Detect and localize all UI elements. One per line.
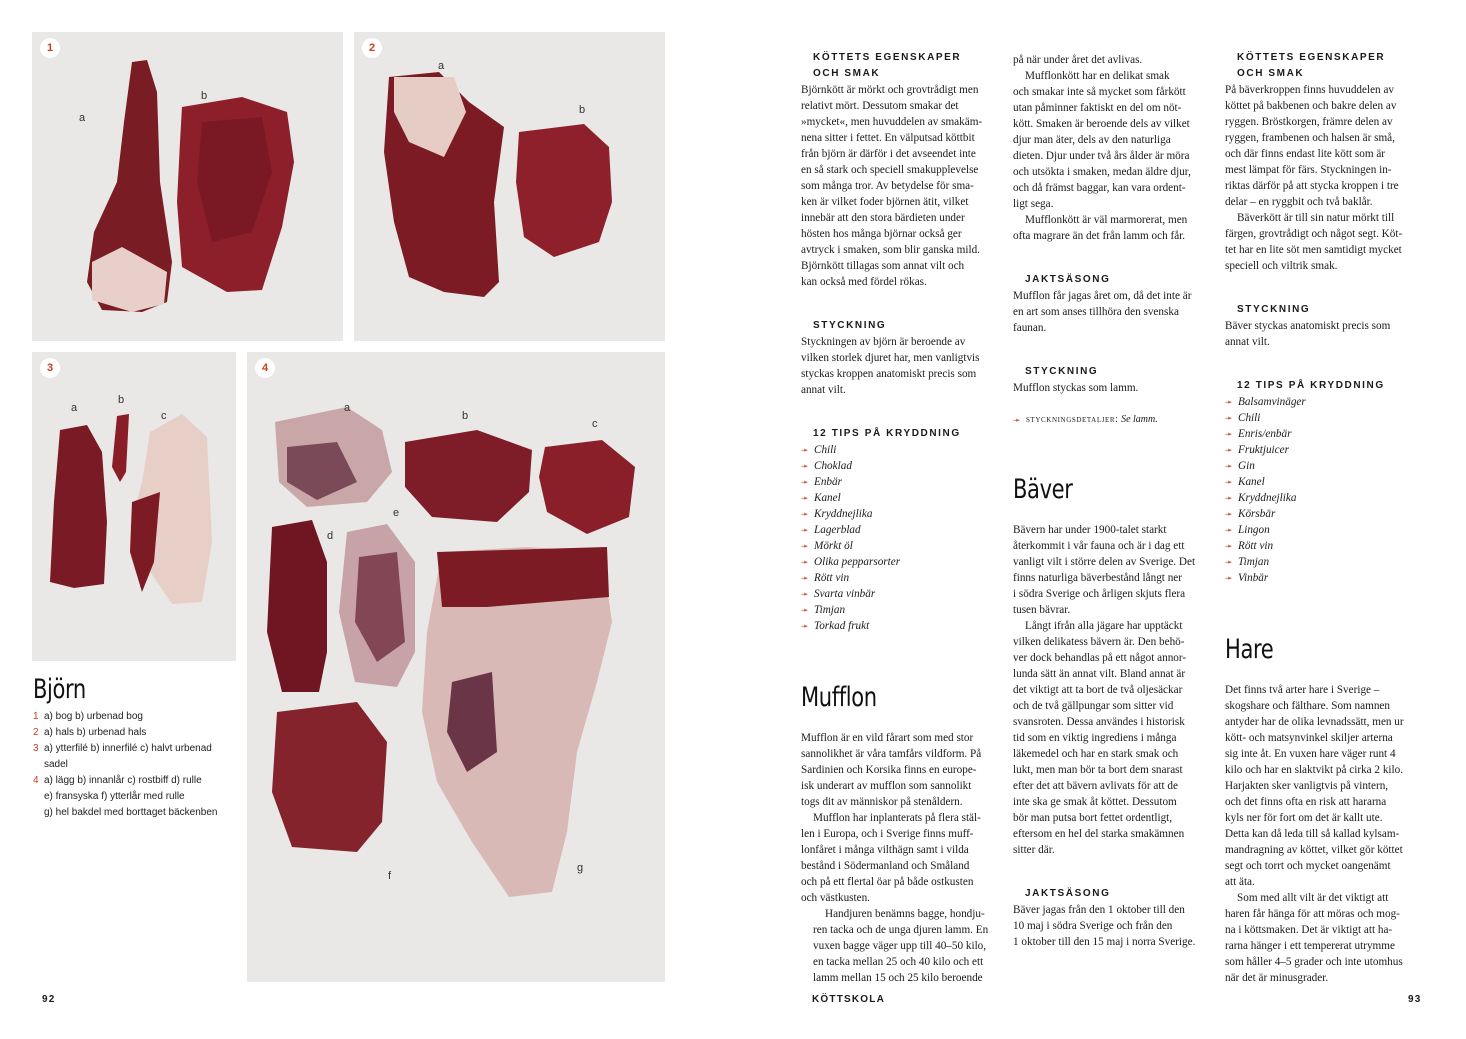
running-footer: KÖTTSKOLA [812, 994, 886, 1005]
tip-item: ➛ Vinbär [1225, 572, 1269, 584]
arrow-icon: ➛ [1225, 445, 1233, 455]
tip-item: ➛ Körsbär [1225, 508, 1276, 520]
cross-reference: ➛ styckningsdetaljer: Se lamm. [1013, 412, 1213, 428]
paragraph: Handjuren benämns bagge, hondju- ren tacka och de unga djuren lamm. En vuxen bagge väger upp till 40–50 kilo, en tacka mellan 25 och 40 kilo och ett lamm mellan 15 och 25 kilo beroende [813, 908, 989, 984]
photo-label: f [388, 870, 392, 882]
photo-number: 3 [40, 358, 60, 378]
photo-legend [33, 709, 238, 821]
photo-label: a [79, 112, 86, 124]
heading-styckning: STYCKNING [813, 320, 887, 331]
arrow-icon: ➛ [801, 493, 809, 503]
paragraph: På bäverkroppen finns huvuddelen av köttet på bakbenen och bakre delen av ryggen. Bröstkorgen, främre delen av ryggen, frambenen och halsen är små, och där finns endast lite kött som är mest lämpat för färs. Styckningen in- riktas därför på att stycka kroppen i tre delar – en ryggbit och två baklår. [1225, 84, 1399, 208]
legend-item: sadel [44, 759, 68, 770]
photo-label: b [579, 104, 586, 116]
legend-item: g) hel bakdel med borttaget bäckenben [44, 807, 218, 818]
legend-item: 4 a) lägg b) innanlår c) rostbiff d) rulle [33, 775, 202, 786]
paragraph: Mufflon får jagas året om, då det inte är en art som anses tillhöra den svenska faunan. [1013, 290, 1192, 334]
photo-label: c [161, 410, 167, 422]
section-title-baver: Bäver [1013, 474, 1073, 505]
tip-item: ➛ Svarta vinbär [801, 588, 876, 600]
photo-3 [32, 352, 236, 661]
photo-label: b [118, 394, 125, 406]
arrow-icon: ➛ [1013, 415, 1021, 425]
heading-och-smak: OCH SMAK [1237, 68, 1305, 79]
arrow-icon: ➛ [801, 477, 809, 487]
arrow-icon: ➛ [1225, 525, 1233, 535]
tip-item: ➛ Timjan [1225, 556, 1270, 568]
paragraph: Mufflon styckas som lamm. [1013, 382, 1139, 394]
arrow-icon: ➛ [1225, 573, 1233, 583]
paragraph: Långt ifrån alla jägare har upptäckt vilken delikatess bävern är. Den behö- ver dock behandlas på ett något annor- lunda sätt än annat vilt. Bland annat är det viktigt att ta bort de två oljesäckar och de två gällpungar som sitter vid svansroten. Dessa användes i historisk tid som en viktig ingrediens i många läkemedel och har en stark smak och lukt, men man bör ta bort dem snarast efter det att bävern avlivats för att de inte ska ge smak åt köttet. Dessutom bör man putsa bort fettet ordentligt, eftersom en hel del starka smakämnen sitter där. [1013, 620, 1187, 856]
tip-item: ➛ Enris/enbär [1225, 428, 1292, 440]
photo-4 [247, 352, 665, 982]
paragraph: Som med allt vilt är det viktigt att haren får hänga för att möras och mog- na i köttsmaken. Det är viktigt att ha- rarna hänger i ett tempererat utrymme som håller 4–5 grader och inte utomhus när det är minusgrader. [1225, 892, 1403, 984]
page-number-right: 93 [1408, 994, 1422, 1005]
paragraph: Bävern har under 1900-talet starkt återkommit i vår fauna och är i dag ett vanligt vilt i större delen av Sverige. Det finns naturliga bäverbestånd långt ner i södra Sverige och årligen skjuts flera tusen bävrar. [1013, 524, 1196, 616]
meat-illustration [32, 352, 236, 661]
photo-label: b [462, 410, 469, 422]
arrow-icon: ➛ [1225, 493, 1233, 503]
baver-section [1013, 474, 1213, 950]
tip-item: ➛ Choklad [801, 460, 852, 472]
legend-item: 3 a) ytterfilé b) innerfilé c) halvt urbenad [33, 743, 212, 754]
arrow-icon: ➛ [801, 509, 809, 519]
arrow-icon: ➛ [801, 605, 809, 615]
tip-item: ➛ Chili [801, 444, 837, 456]
meat-illustration [32, 32, 343, 341]
tip-item: ➛ Timjan [801, 604, 846, 616]
heading-jaktsasong: JAKTSÄSONG [1025, 274, 1111, 285]
section-title-bjorn: Björn [33, 674, 86, 705]
legend-item: 2 a) hals b) urbenad hals [33, 727, 147, 738]
arrow-icon: ➛ [801, 525, 809, 535]
arrow-icon: ➛ [801, 621, 809, 631]
photo-label: g [577, 862, 584, 874]
photo-label: a [344, 402, 351, 414]
tip-item: ➛ Lingon [1225, 524, 1270, 536]
paragraph: Mufflon har inplanterats på flera stäl- len i Europa, och i Sverige finns muff- lonfåret i många vilthägn samt i vilda bestånd i Södermanland och Småland och på ett flertal öar på både ostkusten och västkusten. [801, 812, 981, 904]
photo-number: 4 [255, 358, 275, 378]
photo-1 [32, 32, 343, 341]
paragraph: Mufflon är en vild fårart som med stor sannolikhet är våra tamfårs vildform. På Sardinien och Korsika finns en europe- isk underart av mufflon som sannolikt togs dit av människor på stenåldern. [801, 732, 982, 808]
heading-styckning: STYCKNING [1025, 366, 1099, 377]
page-number-left: 92 [42, 994, 56, 1005]
paragraph: på när under året det avlivas. [1013, 54, 1143, 66]
tip-item: ➛ Balsamvinäger [1225, 396, 1306, 408]
arrow-icon: ➛ [801, 461, 809, 471]
arrow-icon: ➛ [1225, 461, 1233, 471]
paragraph: Styckningen av björn är beroende av vilken storlek djuret har, men vanligtvis styckas kroppen anatomiskt precis som annat vilt. [801, 336, 980, 396]
heading-tips: 12 TIPS PÅ KRYDDNING [813, 428, 961, 439]
legend-item: e) fransyska f) ytterlår med rulle [44, 791, 185, 802]
tips-list [1225, 394, 1430, 586]
arrow-icon: ➛ [1225, 429, 1233, 439]
paragraph: Bäverkött är till sin natur mörkt till färgen, grovtrådigt och något segt. Köt- tet har en lite söt men samtidigt mycket speciell och viltrik smak. [1225, 212, 1403, 272]
photo-label: a [71, 402, 78, 414]
text-column-2 [1013, 52, 1213, 428]
tip-item: ➛ Mörkt öl [801, 540, 853, 552]
tip-item: ➛ Olika pepparsorter [801, 556, 901, 568]
legend-item: 1 a) bog b) urbenad bog [33, 711, 143, 722]
arrow-icon: ➛ [801, 445, 809, 455]
hare-section [1225, 634, 1430, 986]
tip-item: ➛ Kryddnejlika [801, 508, 873, 520]
paragraph: Björnkött är mörkt och grovtrådigt men relativt mört. Dessutom smakar det »mycket«, men huvuddelen av smakäm- nena sitter i fettet. En välputsad köttbit från björn är därför i det avseendet inte en så stark och speciell smakupplevelse som många tror. Av betydelse för smа- ken är vilket foder björnen ätit, vilket innebär att den stora bärdieten under hösten hos många björnar också ger avtryck i smaken, som blir ganska mild. Björnkött tillagas som annat vilt och kan också med fördel rökas. [801, 84, 983, 288]
heading-och-smak: OCH SMAK [813, 68, 881, 79]
tip-item: ➛ Lagerblad [801, 524, 861, 536]
arrow-icon: ➛ [1225, 541, 1233, 551]
mufflon-section [801, 682, 1001, 986]
photo-number: 1 [40, 38, 60, 58]
paragraph: Det finns två arter hare i Sverige – skogshare och fälthare. Som namnen antyder har de olika levnadssätt, men ur kött- och matsynvinkel skiljer arterna sig inte åt. En vuxen hare väger runt 4 kilo och har en slaktvikt på cirka 2 kilo. Harjakten sker vanligtvis på vintern, och det finns ofta en risk att hararna kyls ner för fort om det är kallt ute. Detta kan då leda till så kallad kylsam- mandragning av köttet, vilket gör köttet segt och torrt och mycket oangenämt att äta. [1225, 684, 1404, 888]
section-title-hare: Hare [1225, 634, 1274, 665]
tip-item: ➛ Kryddnejlika [1225, 492, 1297, 504]
tip-item: ➛ Kanel [801, 492, 841, 504]
text-column-1 [801, 50, 1001, 634]
heading-kottets-egenskaper: KÖTTETS EGENSKAPER [1237, 52, 1386, 63]
photo-label: b [201, 90, 208, 102]
photo-label: d [327, 530, 334, 542]
arrow-icon: ➛ [1225, 509, 1233, 519]
tip-item: ➛ Kanel [1225, 476, 1265, 488]
tip-item: ➛ Gin [1225, 460, 1255, 472]
arrow-icon: ➛ [801, 589, 809, 599]
arrow-icon: ➛ [801, 557, 809, 567]
arrow-icon: ➛ [801, 573, 809, 583]
photo-number: 2 [362, 38, 382, 58]
paragraph: Mufflonkött har en delikat smak och smakar inte så mycket som fårkött utan påminner faktiskt en del om nöt- kött. Smaken är beroende dels av vilket djur man äter, dels av den naturliga dieten. Djur under två års ålder är möra och utsökta i smaken, medan äldre djur, och då främst baggar, kan vara ordent- ligt sega. [1013, 70, 1191, 210]
tip-item: ➛ Rött vin [1225, 540, 1274, 552]
tip-item: ➛ Rött vin [801, 572, 850, 584]
heading-kottets-egenskaper: KÖTTETS EGENSKAPER [813, 52, 962, 63]
heading-jaktsasong: JAKTSÄSONG [1025, 888, 1111, 899]
paragraph: Mufflonkött är väl marmorerat, men ofta magrare än det från lamm och får. [1013, 214, 1188, 242]
section-title-mufflon: Mufflon [801, 682, 877, 713]
tip-item: ➛ Torkad frukt [801, 620, 870, 632]
photo-2 [354, 32, 665, 341]
tips-list [801, 442, 1001, 634]
paragraph: Bäver jagas från den 1 oktober till den 10 maj i södra Sverige och från den 1 oktober till den 15 maj i norra Sverige. [1013, 904, 1196, 948]
tip-item: ➛ Chili [1225, 412, 1261, 424]
text-column-3 [1225, 50, 1430, 586]
tip-item: ➛ Enbär [801, 476, 842, 488]
photo-label: a [438, 60, 445, 72]
arrow-icon: ➛ [801, 541, 809, 551]
arrow-icon: ➛ [1225, 557, 1233, 567]
heading-styckning: STYCKNING [1237, 304, 1311, 315]
heading-tips: 12 TIPS PÅ KRYDDNING [1237, 380, 1385, 391]
arrow-icon: ➛ [1225, 397, 1233, 407]
photo-label: c [592, 418, 598, 430]
tip-item: ➛ Fruktjuicer [1225, 444, 1289, 456]
arrow-icon: ➛ [1225, 413, 1233, 423]
meat-illustration [247, 352, 665, 982]
paragraph: Bäver styckas anatomiskt precis som annat vilt. [1225, 320, 1391, 348]
meat-illustration [354, 32, 665, 341]
photo-label: e [393, 507, 400, 519]
arrow-icon: ➛ [1225, 477, 1233, 487]
